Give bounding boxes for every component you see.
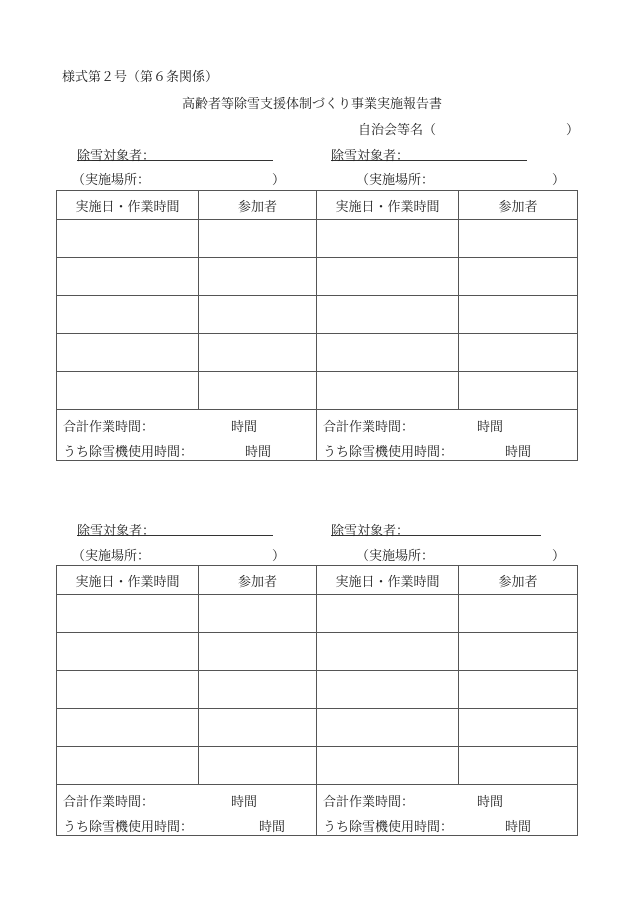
date-cell[interactable]	[317, 296, 459, 334]
participants-cell[interactable]	[199, 595, 317, 633]
participants-cell[interactable]	[459, 633, 578, 671]
date-cell[interactable]	[317, 709, 459, 747]
table-row	[57, 747, 578, 785]
hours-unit: 時間	[231, 795, 258, 810]
date-cell[interactable]	[317, 334, 459, 372]
total-hours-label: 合計作業時間：	[323, 795, 415, 810]
hours-unit: 時間	[245, 445, 272, 460]
date-cell[interactable]	[57, 633, 199, 671]
header-date-time: 実施日・作業時間	[57, 191, 199, 220]
date-cell[interactable]	[317, 595, 459, 633]
totals-cell-right[interactable]	[317, 785, 578, 836]
date-cell[interactable]	[57, 709, 199, 747]
date-cell[interactable]	[317, 747, 459, 785]
hours-unit: 時間	[505, 445, 532, 460]
totals-cell-left[interactable]	[57, 785, 317, 836]
target-person-field-left[interactable]	[77, 520, 273, 539]
total-hours-label: 合計作業時間：	[323, 420, 415, 435]
date-cell[interactable]	[317, 220, 459, 258]
total-hours-label: 合計作業時間：	[63, 795, 155, 810]
participants-cell[interactable]	[199, 296, 317, 334]
date-cell[interactable]	[317, 633, 459, 671]
participants-cell[interactable]	[459, 671, 578, 709]
place-label-right: （実施場所：	[356, 173, 435, 188]
date-cell[interactable]	[57, 296, 199, 334]
header-participants: 参加者	[199, 191, 317, 220]
participants-cell[interactable]	[459, 747, 578, 785]
participants-cell[interactable]	[459, 296, 578, 334]
date-cell[interactable]	[57, 671, 199, 709]
target-person-field-right[interactable]	[331, 145, 527, 164]
table-row	[57, 671, 578, 709]
hours-unit: 時間	[477, 420, 504, 435]
total-hours-label: 合計作業時間：	[63, 420, 155, 435]
participants-cell[interactable]	[459, 372, 578, 410]
place-close-left: ）	[272, 549, 286, 564]
place-label-left: （実施場所：	[72, 549, 151, 564]
date-cell[interactable]	[317, 372, 459, 410]
participants-cell[interactable]	[459, 258, 578, 296]
date-cell[interactable]	[57, 220, 199, 258]
table-row	[57, 709, 578, 747]
participants-cell[interactable]	[199, 372, 317, 410]
machine-hours-label: うち除雪機使用時間：	[63, 445, 194, 460]
place-close-left: ）	[272, 173, 286, 188]
place-close-right: ）	[552, 549, 566, 564]
header-participants: 参加者	[199, 566, 317, 595]
target-person-label: 除雪対象者：	[77, 524, 156, 539]
target-person-label: 除雪対象者：	[77, 149, 156, 164]
table-row	[57, 334, 578, 372]
participants-cell[interactable]	[459, 334, 578, 372]
header-date-time: 実施日・作業時間	[57, 566, 199, 595]
participants-cell[interactable]	[199, 633, 317, 671]
hours-unit: 時間	[477, 795, 504, 810]
date-cell[interactable]	[317, 258, 459, 296]
table-row	[57, 633, 578, 671]
hours-unit: 時間	[259, 820, 286, 835]
place-label-right: （実施場所：	[356, 549, 435, 564]
place-label-left: （実施場所：	[72, 173, 151, 188]
hours-unit: 時間	[231, 420, 258, 435]
participants-cell[interactable]	[199, 671, 317, 709]
table-row	[57, 220, 578, 258]
machine-hours-label: うち除雪機使用時間：	[63, 820, 194, 835]
page-title: 高齢者等除雪支援体制づくり事業実施報告書	[182, 97, 443, 112]
header-participants: 参加者	[459, 191, 578, 220]
date-cell[interactable]	[57, 258, 199, 296]
header-participants: 参加者	[459, 566, 578, 595]
report-table-2	[56, 565, 578, 836]
form-number: 様式第２号（第６条関係）	[62, 70, 219, 85]
participants-cell[interactable]	[199, 220, 317, 258]
date-cell[interactable]	[57, 372, 199, 410]
participants-cell[interactable]	[459, 709, 578, 747]
date-cell[interactable]	[317, 671, 459, 709]
association-label: 自治会等名（	[358, 123, 437, 138]
date-cell[interactable]	[57, 334, 199, 372]
hours-unit: 時間	[505, 820, 532, 835]
participants-cell[interactable]	[199, 334, 317, 372]
participants-cell[interactable]	[199, 258, 317, 296]
target-person-label: 除雪対象者：	[331, 149, 410, 164]
header-date-time: 実施日・作業時間	[317, 191, 459, 220]
target-person-label: 除雪対象者：	[331, 524, 410, 539]
totals-cell-left[interactable]	[57, 410, 317, 461]
association-close: ）	[566, 123, 580, 138]
report-table-1	[56, 190, 578, 461]
place-close-right: ）	[552, 173, 566, 188]
table-row	[57, 258, 578, 296]
target-person-field-left[interactable]	[77, 145, 273, 164]
machine-hours-label: うち除雪機使用時間：	[323, 445, 454, 460]
table-row	[57, 372, 578, 410]
association-name-field[interactable]	[440, 119, 560, 135]
participants-cell[interactable]	[199, 747, 317, 785]
date-cell[interactable]	[57, 747, 199, 785]
date-cell[interactable]	[57, 595, 199, 633]
target-person-field-right[interactable]	[331, 520, 541, 539]
table-row	[57, 296, 578, 334]
machine-hours-label: うち除雪機使用時間：	[323, 820, 454, 835]
participants-cell[interactable]	[459, 595, 578, 633]
header-date-time: 実施日・作業時間	[317, 566, 459, 595]
table-row	[57, 595, 578, 633]
participants-cell[interactable]	[199, 709, 317, 747]
participants-cell[interactable]	[459, 220, 578, 258]
totals-cell-right[interactable]	[317, 410, 578, 461]
